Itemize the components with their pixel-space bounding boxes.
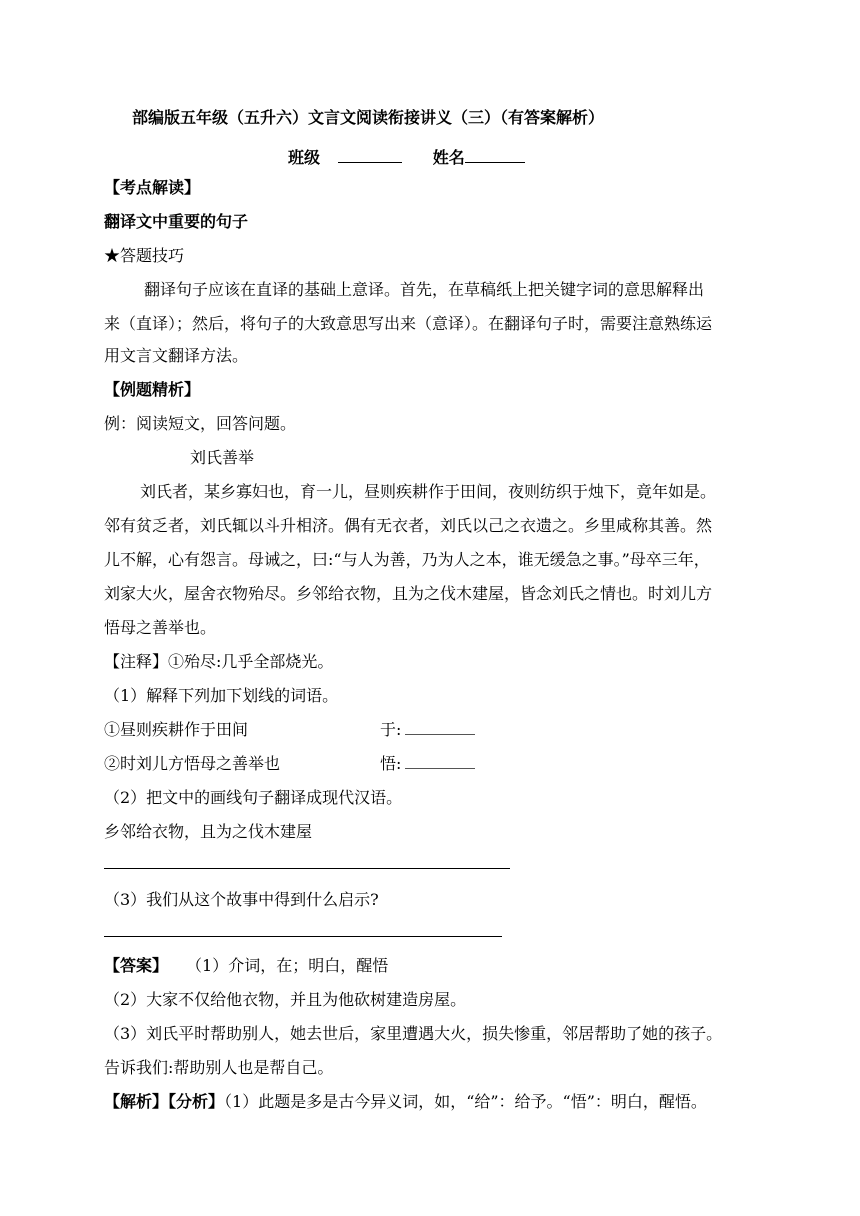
name-blank (465, 146, 525, 163)
story-line-4: 刘家大火，屋舍衣物殆尽。乡邻给衣物，且为之伐木建屋，皆念刘氏之情也。时刘儿方 (104, 584, 713, 603)
question-1a-blank (405, 720, 475, 735)
question-3-answer-line (104, 936, 502, 937)
tip-para-line-1: 翻译句子应该在直译的基础上意译。首先，在草稿纸上把关键字词的意思解释出 (144, 280, 705, 299)
question-2: （2）把文中的画线句子翻译成现代汉语。 (104, 788, 403, 807)
answer-3-line-1: （3）刘氏平时帮助别人，她去世后，家里遭遇大火，损失惨重，邻居帮助了她的孩子。 (104, 1024, 723, 1043)
question-1: （1）解释下列加下划线的词语。 (104, 686, 339, 705)
answer-row-1 (104, 956, 388, 976)
question-1b-label: 悟: (380, 754, 402, 773)
answer-label: 【答案】 (104, 956, 169, 975)
story-line-1: 刘氏者，某乡寡妇也，育一儿，昼则疾耕作于田间，夜则纺织于烛下，竟年如是。 (140, 482, 717, 501)
question-1b: ②时刘儿方悟母之善举也 (104, 754, 281, 773)
class-label: 班级 (288, 148, 321, 167)
note: 【注释】①殆尽:几乎全部烧光。 (104, 652, 334, 671)
answer-1: （1）介词，在；明白，醒悟 (186, 956, 389, 975)
story-title: 刘氏善举 (190, 448, 255, 467)
section-heading-kaodian: 【考点解读】 (104, 178, 201, 197)
story-line-3: 儿不解，心有怨言。母诫之，曰:“与人为善，乃为人之本，谁无缓急之事。”母卒三年， (104, 550, 710, 569)
question-1b-answer (380, 754, 475, 774)
analysis-text: （1）此题是多是古今异义词，如，“给”：给予。“悟”：明白，醒悟。 (224, 1092, 707, 1111)
class-name-row (288, 146, 525, 168)
question-3: （3）我们从这个故事中得到什么启示? (104, 890, 379, 909)
story-line-2: 邻有贫乏者，刘氏辄以斗升相济。偶有无衣者，刘氏以己之衣遗之。乡里咸称其善。然 (104, 516, 713, 535)
question-2-answer-line (104, 868, 510, 869)
question-1b-blank (405, 754, 475, 769)
question-1a: ①昼则疾耕作于田间 (104, 720, 249, 739)
section-heading-example: 【例题精析】 (104, 380, 201, 399)
class-blank (338, 146, 402, 163)
analysis-label: 【解析】【分析】 (104, 1092, 225, 1111)
question-1a-answer (380, 720, 475, 740)
section-subheading: 翻译文中重要的句子 (104, 212, 249, 231)
answer-3-line-2: 告诉我们:帮助别人也是帮自己。 (104, 1058, 334, 1077)
question-2-sentence: 乡邻给衣物，且为之伐木建屋 (104, 822, 313, 841)
tip-heading: ★答题技巧 (104, 246, 185, 265)
story-line-5: 悟母之善举也。 (104, 618, 217, 637)
document-title: 部编版五年级（五升六）文言文阅读衔接讲义（三）（有答案解析） (132, 108, 605, 127)
example-intro: 例：阅读短文，回答问题。 (104, 414, 297, 433)
tip-para-line-2: 来（直译）；然后，将句子的大致意思写出来（意译）。在翻译句子时，需要注意熟练运 (104, 314, 713, 333)
tip-para-line-3: 用文言文翻译方法。 (104, 346, 249, 365)
question-1a-label: 于: (380, 720, 402, 739)
analysis-row (104, 1092, 707, 1112)
answer-2: （2）大家不仅给他衣物，并且为他砍树建造房屋。 (104, 990, 467, 1009)
name-label: 姓名 (432, 148, 465, 167)
